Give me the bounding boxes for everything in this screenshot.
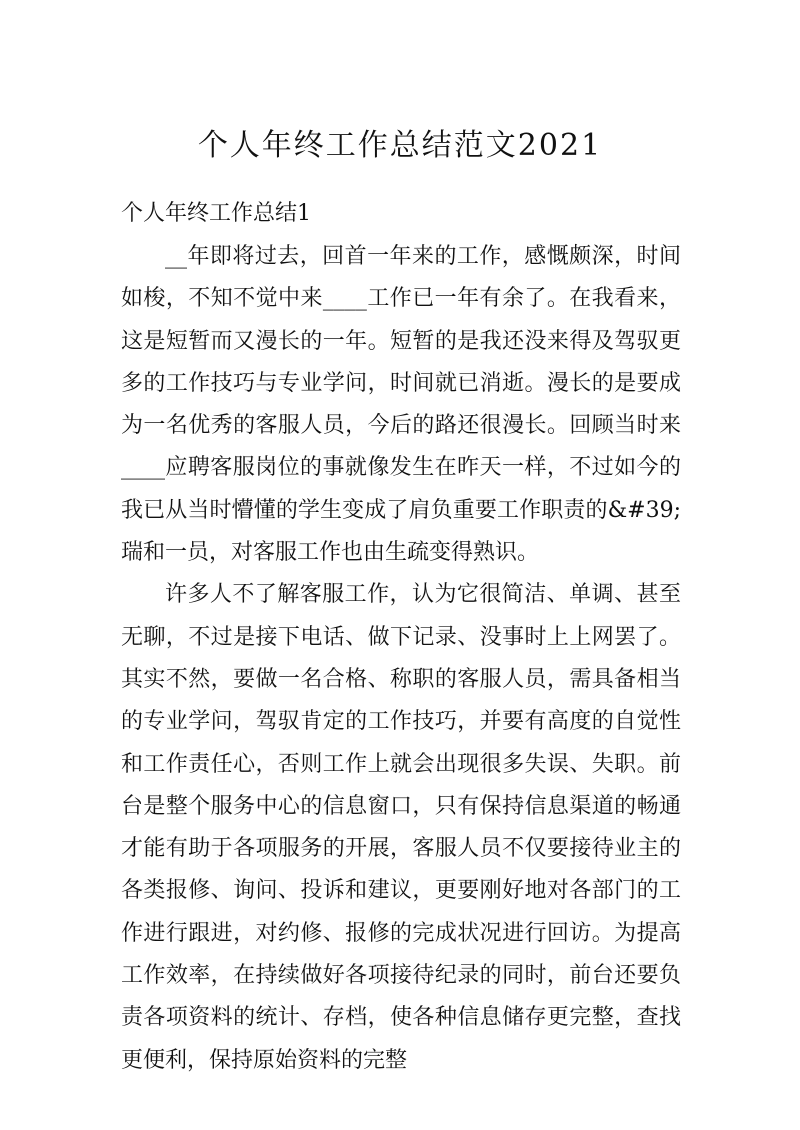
document-title: 个人年终工作总结范文2021: [197, 128, 603, 163]
section-heading: 个人年终工作总结1: [121, 201, 311, 226]
paragraph: __年即将过去，回首一年来的工作，感慨颇深，时间如梭，不知不觉中来____工作已一年有余了。在我看来，这是短暂而又漫长的一年。短暂的是我还没来得及驾驭更多的工作技巧与专业学问，时间就已消逝。漫长的是要成为一名优秀的客服人员，今后的路还很漫长。回顾当时来____应聘客服岗位的事就像发生在昨天一样，不过如今的我已从当时懵懂的学生变成了肩负重要工作职责的&#39;瑞和一员，对客服工作也由生疏变得熟识。: [121, 244, 681, 566]
document-body: [121, 236, 681, 1082]
paragraph: 许多人不了解客服工作，认为它很简洁、单调、甚至无聊，不过是接下电话、做下记录、没事时上上网罢了。其实不然，要做一名合格、称职的客服人员，需具备相当的专业学问，驾驭肯定的工作技巧，并要有高度的自觉性和工作责任心，否则工作上就会出现很多失误、失职。前台是整个服务中心的信息窗口，只有保持信息渠道的畅通才能有助于各项服务的开展，客服人员不仅要接待业主的各类报修、询问、投诉和建议，更要刚好地对各部门的工作进行跟进，对约修、报修的完成状况进行回访。为提高工作效率，在持续做好各项接待纪录的同时，前台还要负责各项资料的统计、存档，使各种信息储存更完整，查找更便利，保持原始资料的完整: [121, 582, 681, 1073]
